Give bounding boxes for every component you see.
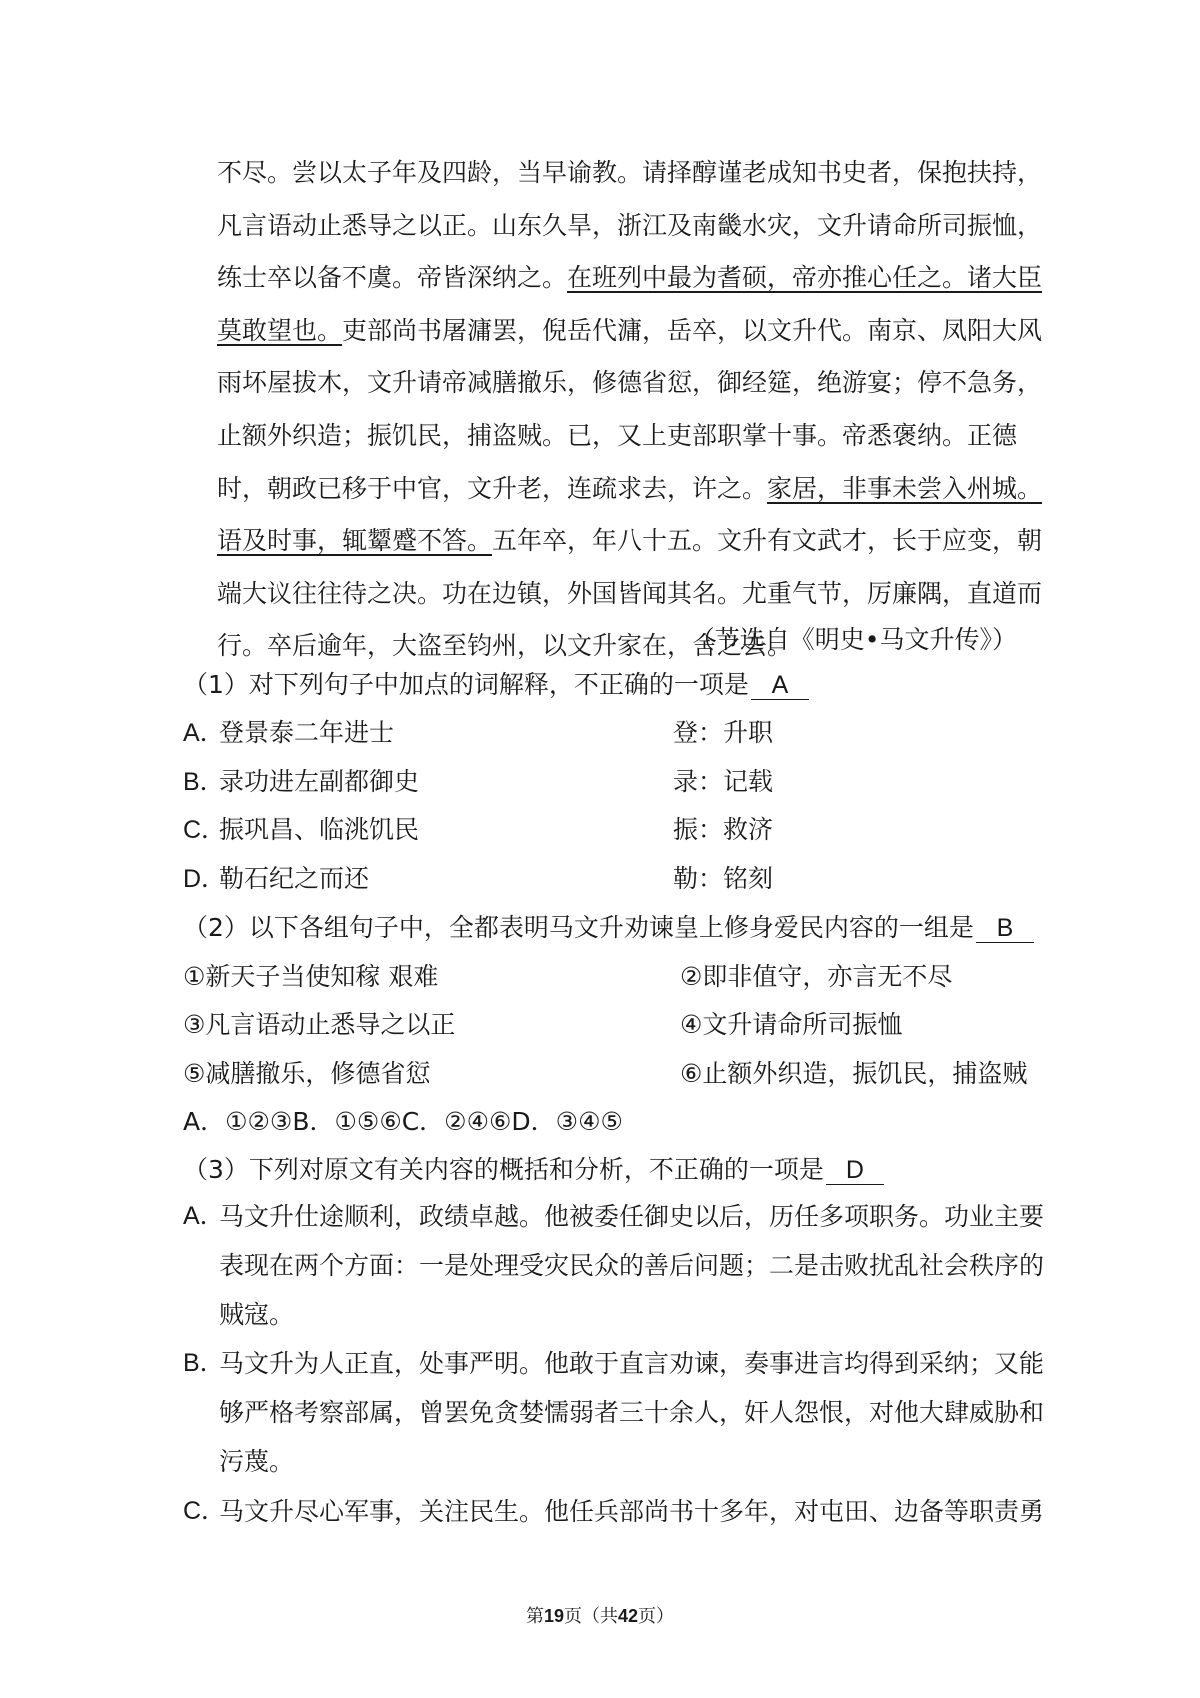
- answer-blank: B: [976, 914, 1034, 943]
- q1-option-d: D．勒石纪之而还 勒：铭刻: [183, 864, 774, 893]
- q2-item-row-3: ⑤减膳撤乐，修德省愆 ⑥止额外织造，振饥民，捕盗贼: [183, 1059, 1028, 1088]
- passage-line-5: 雨坏屋拔木，文升请帝减膳撤乐，修德省愆，御经筵，绝游宴；停不急务，: [217, 368, 1043, 398]
- underlined-sentence: 在班列中最为耆硕，帝亦推心任之。诸大臣: [567, 263, 1043, 293]
- passage-line-7: 时，朝政已移于中官，文升老，连疏求去，许之。 家居，非事未尝入州城。: [217, 463, 1034, 516]
- page-number: 19: [543, 1606, 564, 1626]
- passage-line-4: 莫敢望也。 吏部尚书屠滽罢，倪岳代滽，岳卒，以文升代。南京、凤阳大风: [217, 305, 1034, 358]
- q1-option-a: A．登景泰二年进士 登：升职: [183, 718, 774, 747]
- passage: [217, 147, 1043, 673]
- underlined-sentence: 家居，非事未尝入州城。: [767, 473, 1043, 503]
- passage-line-2: 凡言语动止悉导之以正。山东久旱，浙江及南畿水灾，文升请命所司振恤，: [217, 210, 1043, 240]
- question-2-stem: （2）以下各组句子中，全都表明马文升劝谏皇上修身爱民内容的一组是 B: [183, 911, 1034, 945]
- question-1-stem: （1）对下列句子中加点的词解释，不正确的一项是 A: [183, 668, 809, 702]
- page-footer: 第19页（共42页）: [525, 1606, 675, 1627]
- answer-blank: A: [751, 671, 809, 700]
- passage-line-6: 止额外织造；振饥民，捕盗贼。已，又上吏部职掌十事。帝悉褒纳。正德: [217, 420, 1018, 450]
- underlined-sentence: 莫敢望也。: [217, 315, 343, 345]
- passage-line-3: 练士卒以备不虞。帝皆深纳之。 在班列中最为耆硕，帝亦推心任之。诸大臣: [217, 252, 1034, 305]
- q3-option-a: A． 马文升仕途顺利，政绩卓越。他被委任御史以后，历任多项职务。功业主要 表现在两个方面：一是处理受灾民众的善后问题；二是击败扰乱社会秩序的 贼寇。: [183, 1202, 1045, 1329]
- passage-line-9: 端大议往往待之决。功在边镇，外国皆闻其名。尤重气节，厉廉隅，直道而: [217, 578, 1043, 608]
- underlined-sentence: 语及时事，辄颦蹙不答。: [217, 526, 493, 556]
- q1-option-b: B．录功进左副都御史 录：记载: [183, 767, 774, 796]
- q3-option-b: B． 马文升为人正直，处事严明。他敢于直言劝谏，奏事进言均得到采纳；又能 够严格考察部属，曾罢免贪婪懦弱者三十余人，奸人怨恨，对他大肆威胁和 污蔑。: [183, 1349, 1045, 1476]
- page-total: 42: [618, 1606, 639, 1626]
- q2-item-row-1: ①新天子当使知稼 艰难 ②即非值守，亦言无不尽: [183, 962, 953, 991]
- passage-line-10: 行。卒后逾年，大盗至钧州，以文升家在，舍之去。: [217, 631, 793, 661]
- answer-blank: D: [826, 1156, 884, 1185]
- q2-item-row-2: ③凡言语动止悉导之以正 ④文升请命所司振恤: [183, 1010, 903, 1039]
- passage-line-1: 不尽。尝以太子年及四龄，当早谕教。请择醇谨老成知书史者，保抱扶持，: [217, 158, 1043, 187]
- passage-line-8: 语及时事，辄颦蹙不答。 五年卒，年八十五。文升有文武才，长于应变，朝: [217, 515, 1034, 568]
- q2-choices: A．①②③B．①⑤⑥C．②④⑥D．③④⑤: [183, 1107, 623, 1136]
- q1-option-c: C．振巩昌、临洮饥民 振：救济: [183, 815, 774, 844]
- passage-source: （节选自《明史•马文升传》）: [689, 625, 1017, 654]
- question-3-stem: （3）下列对原文有关内容的概括和分析，不正确的一项是 D: [183, 1153, 884, 1187]
- q3-option-c: C． 马文升尽心军事，关注民生。他任兵部尚书十多年，对屯田、边备等职责勇: [183, 1497, 1045, 1526]
